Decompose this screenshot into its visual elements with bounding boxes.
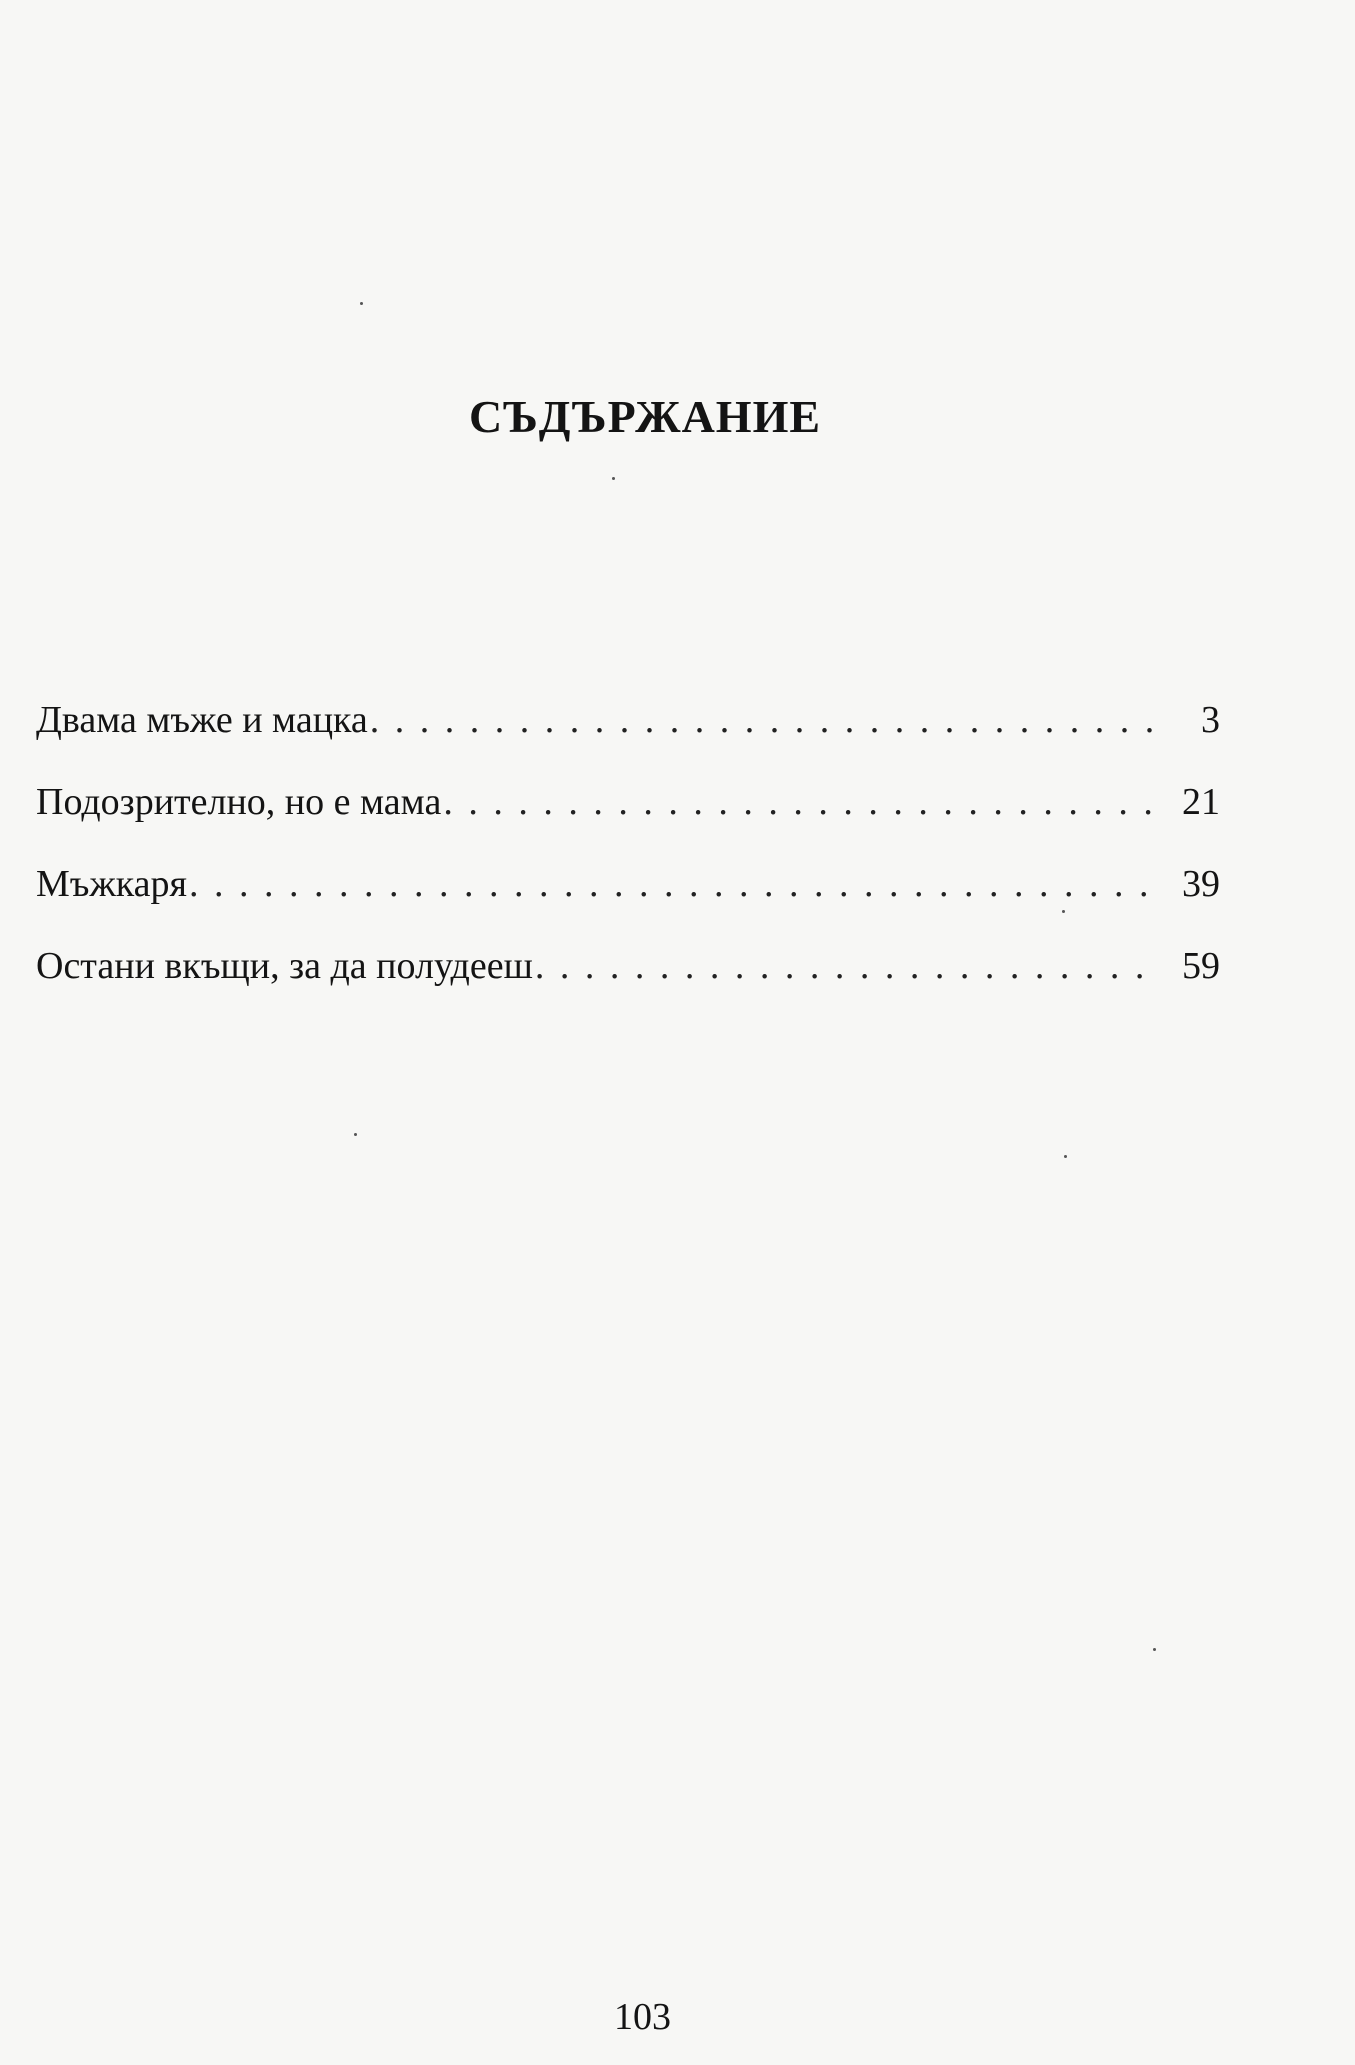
- paper-speck: [1064, 1155, 1067, 1158]
- paper-speck: [612, 477, 615, 480]
- toc-entry: [36, 772, 1220, 854]
- toc-entry-page: 59: [1182, 945, 1220, 987]
- page-number: 103: [614, 1996, 671, 2038]
- dot-leader: [370, 690, 1154, 750]
- paper-speck: [1062, 910, 1065, 913]
- toc-entry-title: Остани вкъщи, за да полудееш: [36, 945, 533, 987]
- dot-leader: [535, 936, 1154, 996]
- toc-entry-page: 21: [1182, 781, 1220, 823]
- toc-entry-title: Двама мъже и мацка: [36, 699, 368, 741]
- toc-entry-title: Мъжкаря: [36, 863, 187, 905]
- toc-entry: [36, 936, 1220, 1018]
- toc-entry-page: 3: [1201, 699, 1220, 741]
- toc-entry-page: 39: [1182, 863, 1220, 905]
- paper-speck: [1153, 1648, 1156, 1651]
- toc-entry-title: Подозрително, но е мама: [36, 781, 442, 823]
- toc-entry: [36, 854, 1220, 936]
- dot-leader: [189, 854, 1154, 914]
- table-of-contents: [36, 690, 1220, 1018]
- toc-heading: СЪДЪРЖАНИЕ: [468, 391, 822, 442]
- dot-leader: [443, 772, 1154, 832]
- paper-speck: [360, 302, 363, 305]
- toc-entry: [36, 690, 1220, 772]
- paper-speck: [354, 1133, 357, 1136]
